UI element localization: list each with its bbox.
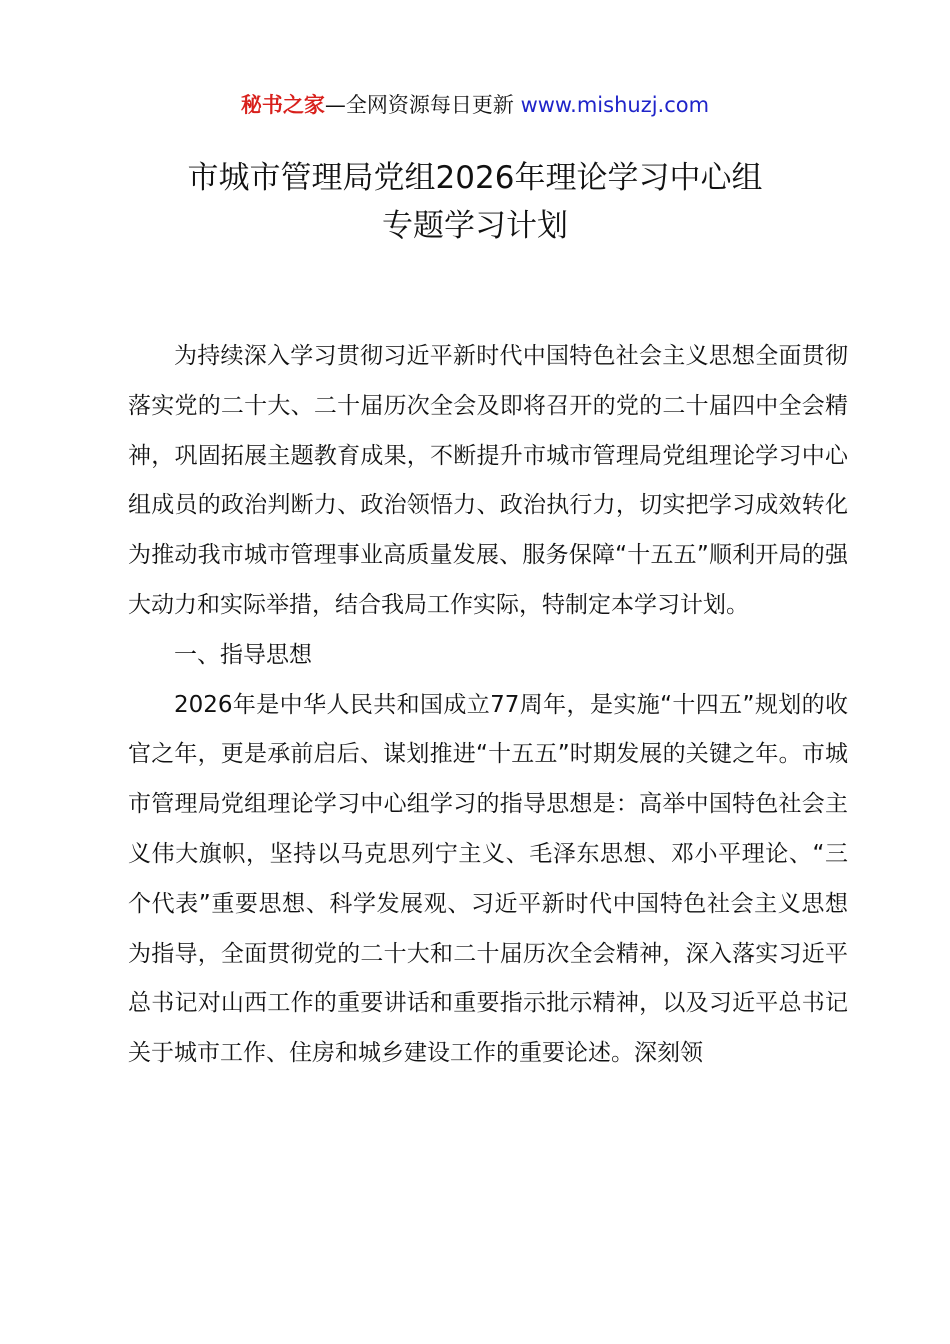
- document-title-line-2: 专题学习计划: [382, 208, 568, 244]
- site-tagline: —全网资源每日更新: [324, 93, 521, 117]
- site-brand-name: 秘书之家: [240, 93, 325, 117]
- site-url-link[interactable]: www.mishuzj.com: [520, 93, 710, 117]
- document-title: [0, 154, 950, 250]
- document-body: [128, 332, 848, 1079]
- intro-paragraph: 为持续深入学习贯彻习近平新时代中国特色社会主义思想全面贯彻落实党的二十大、二十届历次全会及即将召开的党的二十届四中全会精神，巩固拓展主题教育成果，不断提升市城市管理局党组理论学习中心组成员的政治判断力、政治领悟力、政治执行力，切实把学习成效转化为推动我市城市管理事业高质量发展、服务保障“十五五”顺利开局的强大动力和实际举措，结合我局工作实际，特制定本学习计划。: [128, 343, 848, 618]
- section-heading-guiding-ideology: 一、指导思想: [174, 641, 312, 668]
- guiding-ideology-paragraph: 2026年是中华人民共和国成立77周年，是实施“十四五”规划的收官之年，更是承前启后、谋划推进“十五五”时期发展的关键之年。市城市管理局党组理论学习中心组学习的指导思想是：高举中国特色社会主义伟大旗帜，坚持以马克思列宁主义、毛泽东思想、邓小平理论、“三个代表”重要思想、科学发展观、习近平新时代中国特色社会主义思想为指导，全面贯彻党的二十大和二十届历次全会精神，深入落实习近平总书记对山西工作的重要讲话和重要指示批示精神，以及习近平总书记关于城市工作、住房和城乡建设工作的重要论述。深刻领: [128, 691, 848, 1067]
- site-header-banner: [0, 88, 950, 122]
- document-title-line-1: 市城市管理局党组2026年理论学习中心组: [187, 160, 763, 196]
